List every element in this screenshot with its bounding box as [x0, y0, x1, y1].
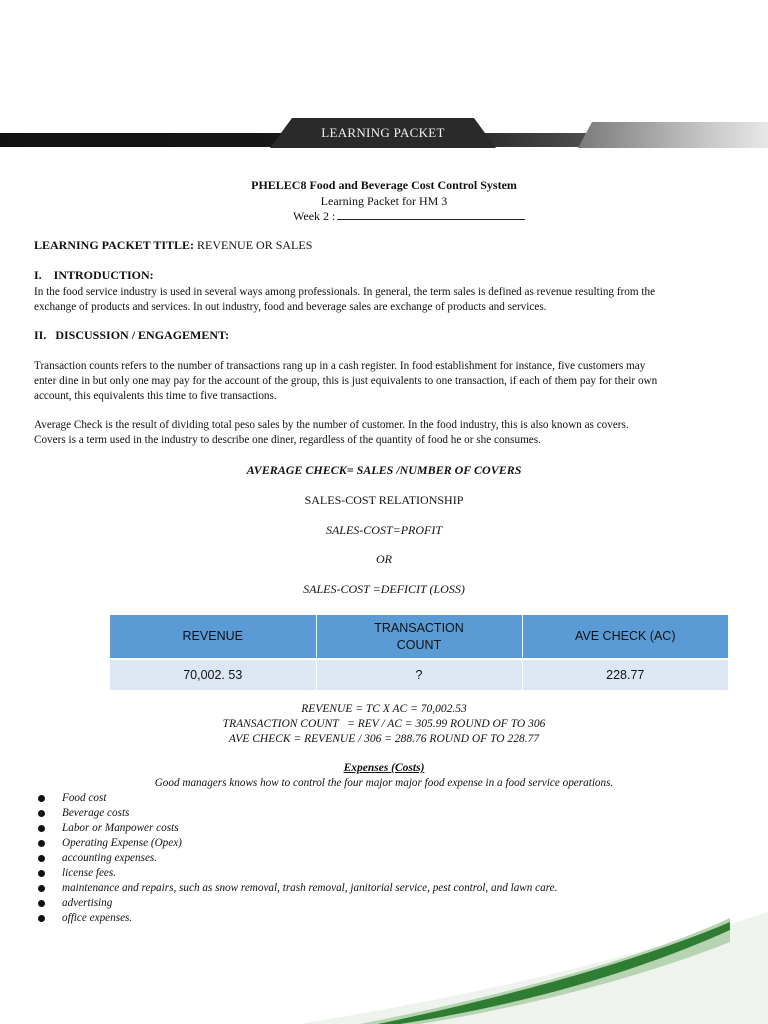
list-item-label: Food cost	[62, 792, 107, 804]
or-label: OR	[376, 552, 392, 566]
profit-formula: SALES-COST=PROFIT	[325, 523, 443, 537]
list-item-label: maintenance and repairs, such as snow removal, trash removal, janitorial service, pest control, and lawn care.	[62, 882, 558, 894]
computation-line: AVE CHECK = REVENUE / 306 = 288.76 ROUND OF TO 228.77	[228, 733, 540, 745]
header-ave-check: AVE CHECK (AC)	[522, 615, 728, 659]
expenses-intro: Good managers knows how to control the four major major food expense in a food service operations.	[154, 777, 614, 789]
list-item-label: Labor or Manpower costs	[62, 822, 179, 834]
green-swoosh-decoration	[0, 900, 768, 1024]
packet-title-label: LEARNING PACKET TITLE:	[34, 238, 195, 252]
list-item-label: license fees.	[62, 867, 117, 879]
table-header-row	[110, 615, 728, 659]
list-item	[36, 851, 557, 866]
average-check-formula: AVERAGE CHECK= SALES /NUMBER OF COVERS	[246, 463, 522, 477]
list-item-label: office expenses.	[62, 912, 133, 924]
bullet-icon	[38, 855, 45, 862]
week-row	[293, 209, 525, 224]
bullet-icon	[38, 795, 45, 802]
cell-ave-check: 228.77	[522, 659, 728, 690]
introduction-text	[34, 285, 740, 315]
list-item-label: accounting expenses.	[62, 852, 158, 864]
paragraph-line: enter dine in but only one may pay for the account of the group, this is just equivalents to one transaction, if each of them pay for their own	[34, 375, 658, 387]
list-item-label: Beverage costs	[62, 807, 130, 819]
cell-revenue: 70,002. 53	[110, 659, 316, 690]
discussion-heading: II. DISCUSSION / ENGAGEMENT:	[34, 328, 230, 342]
paragraph-line: Average Check is the result of dividing total peso sales by the number of customer. In the food industry, this is also known as covers.	[34, 419, 629, 431]
expenses-heading: Expenses (Costs)	[343, 762, 425, 774]
introduction-line: exchange of products and services. In out industry, food and beverage sales are exchange of products and services.	[34, 301, 547, 313]
course-title: PHELEC8 Food and Beverage Cost Control System	[251, 178, 517, 192]
packet-title-value: REVENUE OR SALES	[197, 238, 313, 252]
computation-line: REVENUE = TC X AC = 70,002.53	[301, 703, 467, 715]
list-item	[36, 821, 557, 836]
list-item	[36, 866, 557, 881]
header-band-accent	[578, 122, 768, 148]
header-revenue: REVENUE	[110, 615, 316, 659]
header-transaction-count: TRANSACTION COUNT	[316, 615, 522, 659]
bullet-icon	[38, 885, 45, 892]
list-item-label: Operating Expense (Opex)	[62, 837, 182, 849]
list-item	[36, 836, 557, 851]
week-label: Week 2 :	[293, 209, 336, 223]
bullet-icon	[38, 810, 45, 817]
packet-subtitle: Learning Packet for HM 3	[320, 194, 448, 208]
bullet-icon	[38, 825, 45, 832]
header-tab-label: LEARNING PACKET	[321, 125, 445, 140]
computations	[0, 702, 768, 747]
list-item	[36, 881, 557, 896]
revenue-table	[110, 615, 728, 690]
paragraph-line: Transaction counts refers to the number of transactions rang up in a cash register. In food establishment for instance, five customers may	[34, 360, 646, 372]
packet-title-row	[34, 238, 312, 253]
deficit-formula: SALES-COST =DEFICIT (LOSS)	[303, 582, 465, 596]
sales-cost-relationship: SALES-COST RELATIONSHIP	[304, 493, 464, 507]
paragraph-line: Covers is a term used in the industry to describe one diner, regardless of the quantity of food he or she consumes.	[34, 434, 541, 446]
list-item	[36, 791, 557, 806]
paragraph-line: account, this equivalents this time to five transactions.	[34, 390, 277, 402]
bullet-icon	[38, 840, 45, 847]
cell-transaction-count: ?	[316, 659, 522, 690]
bullet-icon	[38, 870, 45, 877]
transaction-count-paragraph	[34, 359, 740, 404]
list-item-label: advertising	[62, 897, 113, 909]
week-blank-line	[337, 209, 525, 220]
computation-line: TRANSACTION COUNT = REV / AC = 305.99 ROUND OF TO 306	[222, 718, 546, 730]
introduction-line: In the food service industry is used in several ways among professionals. In general, the term sales is defined as revenue resulting from the	[34, 286, 656, 298]
list-item	[36, 806, 557, 821]
introduction-heading: I. INTRODUCTION:	[34, 268, 154, 282]
average-check-paragraph	[34, 418, 740, 448]
table-row	[110, 659, 728, 690]
